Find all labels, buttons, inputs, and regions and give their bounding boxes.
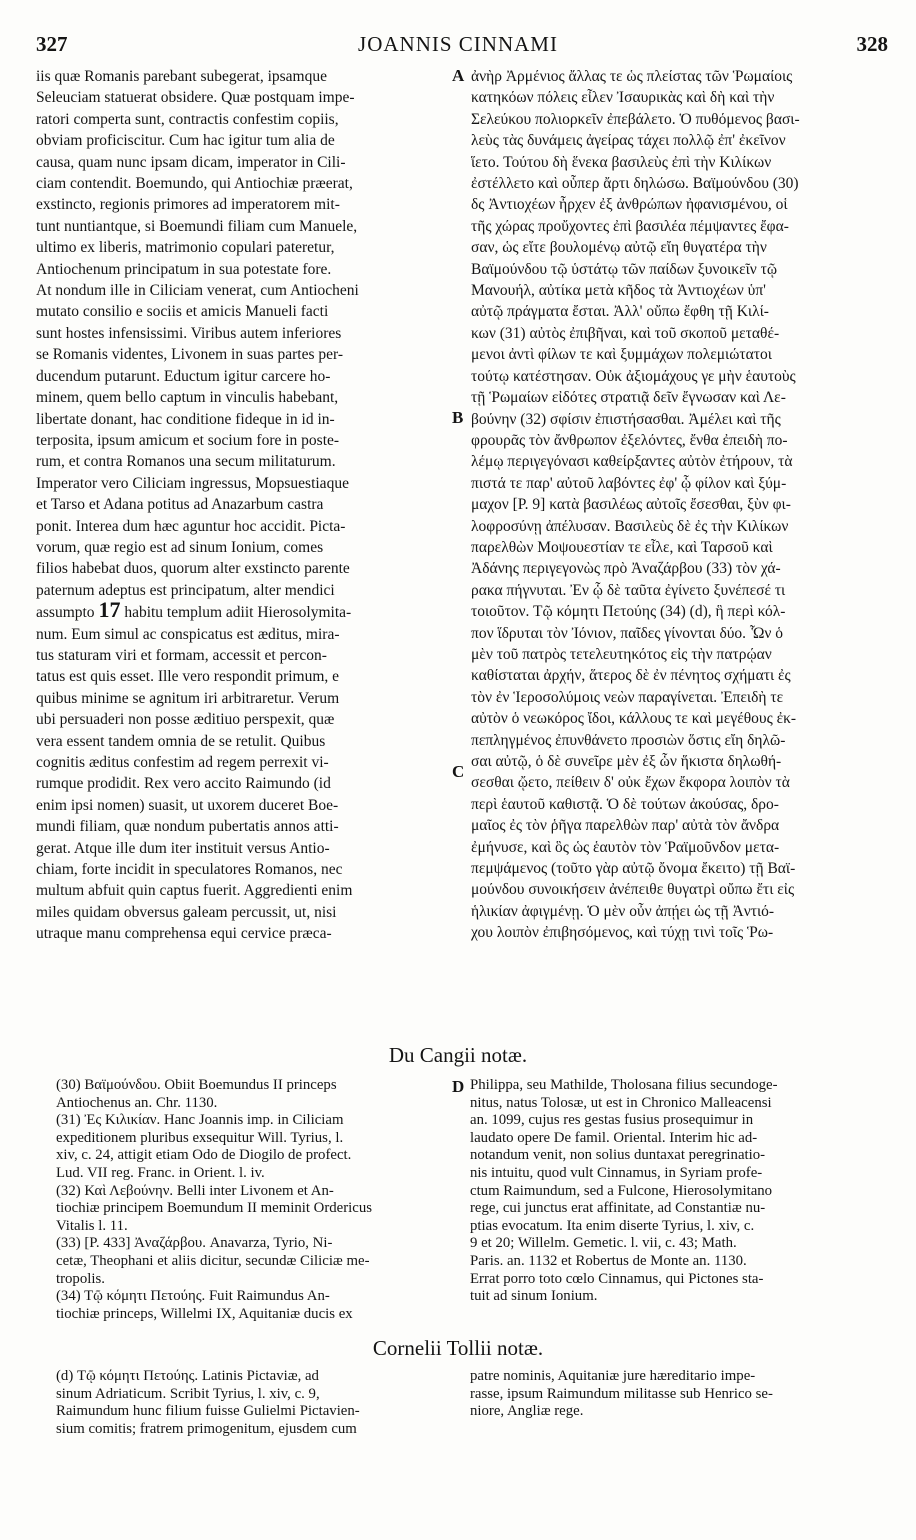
latin-text-line: multum abfuit quin captus fuerit. Aggredienti enim <box>36 882 353 900</box>
latin-text-line: enim ipsi nomen) suasit, ut uxorem duceret Boe- <box>36 796 339 814</box>
greek-text-line: Βαϊμούνδου τῷ ὑστάτῳ τῶν παίδων ξυνοικεῖν τῷ <box>471 260 778 278</box>
du-cange-note-line: Vitalis l. 11. <box>56 1217 128 1234</box>
greek-text-line: λεὺς τὰς δυνάμεις ἀγείρας τάχει πολλῷ ἐπ' ἐκεῖνον <box>471 132 786 150</box>
greek-text-line: λοφροσύνῃ ἀπέλυσαν. Βασιλεὺς δὲ ἐς τὴν Κιλίκων <box>471 517 789 535</box>
tollius-notes-title: Cornelii Tollii notæ. <box>372 1336 544 1360</box>
greek-text-line: μενοι ἀντὶ φίλων τε καὶ ξυμμάχων πολεμιώτατοι <box>471 346 772 364</box>
greek-text-line: ἐμήνυσε, καὶ ὃς ὡς ἑαυτὸν τὸν Ῥαϊμοῦνδον μετα- <box>471 838 780 856</box>
latin-text-line: utraque manu comprehensa equi cervice præca- <box>36 925 332 943</box>
latin-text-line: ratori comperta sunt, contractis confestim copiis, <box>36 110 339 128</box>
du-cange-note-line: Antiochenus an. Chr. 1130. <box>56 1094 218 1111</box>
tollius-note-line: Raimundum hunc filium fuisse Gulielmi Pictavien- <box>56 1403 360 1420</box>
margin-letter-d: D <box>452 1077 465 1096</box>
latin-text-line: cognitis æditus confestim ad regem perrexit vi- <box>36 754 329 771</box>
latin-text-line: tus staturam viri et formam, accessit et percon- <box>36 646 327 664</box>
greek-text-line: ἀνὴρ Ἀρμένιος ἄλλας τε ὡς πλείστας τῶν Ῥωμαίοις <box>471 68 793 85</box>
tollius-note-line: sium comitis; fratrem primogenitum, ejusdem cum <box>56 1420 357 1437</box>
greek-text-line: ἵετο. Τούτου δὴ ἕνεκα βασιλεὺς ἐπὶ τὴν Κιλίκων <box>471 153 772 171</box>
greek-text-line: χου λοιπὸν ἐπιβησόμενος, καὶ τύχῃ τινὶ τοῖς Ῥω- <box>471 924 774 942</box>
latin-text-line: ubi persuaderi non posse æditiuo perspexit, quæ <box>36 711 335 729</box>
du-cange-note-line: Errat porro toto cœlo Cinnamus, qui Pictones sta- <box>470 1270 764 1287</box>
latin-text-line: obviam proficiscitur. Cum hac igitur tum alia de <box>36 132 335 150</box>
latin-text-line: ultimo ex liberis, matrimonio copulari pateretur, <box>36 239 335 257</box>
latin-text-line: tunt nuntiantque, si Boemundi filiam cum Manuele, <box>36 217 358 235</box>
greek-text-line: αὐτῷ πράγματα ἔσται. Ἀλλ' οὔπω ἔφθη τῇ Κιλί- <box>471 303 769 321</box>
greek-text-line: Ἀδάνης περιγεγονὼς πρὸ Ἀναζάρβου (33) τὸν χά- <box>471 560 781 578</box>
du-cange-note-line: xiv, c. 24, attigit etiam Odo de Diogilo de profect. <box>56 1147 352 1164</box>
greek-text-line: σαν, ὡς εἴτε βουλομένῳ αὐτῷ εἴη θυγατέρα τὴν <box>471 239 767 257</box>
latin-text-line: mutato consilio e sociis et amicis Manueli facti <box>36 303 329 321</box>
greek-text-line: μούνδου συνοικήσειν ἀνέπειθε θυγατρὶ οὔπω ἔτι εἰς <box>471 881 795 899</box>
latin-text-line: minem, quem bello captum in vinculis habebant, <box>36 389 339 407</box>
latin-text-line: terposita, ipsum amicum et socium fore in poste- <box>36 431 340 449</box>
greek-text-line: κατηκόων πόλεις εἶλεν Ἰσαυρικὰς καὶ δὴ καὶ τὴν <box>471 89 775 107</box>
greek-text-line: λέμῳ περιγεγόνασι καθείρξαντες αὐτὸν ἐτήρουν, τὰ <box>471 453 793 471</box>
latin-text-line: ciam contendit. Boemundo, qui Antiochiæ præerat, <box>36 175 353 193</box>
du-cange-note-line: 9 et 20; Willelm. Gemetic. l. vii, c. 43; Math. <box>470 1235 737 1252</box>
tollius-note-line: (d) Τῷ κόμητι Πετούης. Latinis Pictaviæ, ad <box>56 1368 319 1384</box>
du-cange-note-line: (30) Βαϊμούνδου. Obiit Boemundus II princeps <box>56 1077 337 1093</box>
latin-text-line: iis quæ Romanis parebant subegerat, ipsamque <box>36 68 327 85</box>
latin-text-line: quibus minime se agnitum iri arbitraretur. Verum <box>36 689 340 707</box>
latin-text-line: exstincto, regionis primores ad imperatorem mit- <box>36 196 340 214</box>
margin-letter-a: A <box>452 66 465 85</box>
greek-text-line: ρακα πήγνυται. Ἐν ᾧ δὲ ταῦτα ἐγίνετο ξυνέπεσέ τι <box>471 581 786 599</box>
latin-text-line: libertate donant, hac conditione fideque in id in- <box>36 410 335 428</box>
du-cange-note-line: tiochiæ principem Boemundum II meminit Ordericus <box>56 1200 373 1217</box>
latin-text-line: paternum adeptus est principatum, alter mendici <box>36 581 335 599</box>
greek-text-line: τοιοῦτον. Τῷ κόμητι Πετούης (34) (d), ἣ περὶ κόλ- <box>471 603 786 621</box>
latin-text-line: rumque prodidit. Rex vero accito Raimundo (id <box>36 775 331 793</box>
du-cange-note-line: nitus, natus Tolosæ, ut est in Chronico Malleacensi <box>470 1094 772 1111</box>
latin-text-line: chiam, forte incidit in speculatores Romanos, nec <box>36 861 343 879</box>
latin-text-line: sunt hostes infensissimi. Viribus autem inferiores <box>36 324 342 342</box>
page-number-left: 327 <box>36 32 68 56</box>
greek-text-line: σεσθαι ᾤετο, πείθειν δ' οὐκ ἔχων ἔκφορα λοιπὸν τὰ <box>471 774 790 792</box>
du-cange-note-line: Lud. VII reg. Franc. in Orient. l. iv. <box>56 1164 265 1181</box>
greek-text-line: σαι αὐτῷ, ὁ δὲ συνεῖρε μὲν ἐξ ὧν ἥκιστα δηλωθή- <box>471 753 782 770</box>
du-cange-note-line: tuit ad sinum Ionium. <box>470 1288 598 1305</box>
greek-text-column <box>471 66 887 944</box>
latin-text-line: Antiochenum principatum in sua potestate fore. <box>36 260 332 278</box>
latin-text-line: num. Eum simul ac conspicatus est æditus, mira- <box>36 625 340 643</box>
greek-text-line: μαχον [P. 9] κατὰ βασιλέως αὐτοῖς ἔσεσθαι, ξὺν φι- <box>471 496 791 514</box>
latin-text-line: se Romanis videntes, Livonem in suas partes per- <box>36 346 344 364</box>
margin-letter-c: C <box>452 762 465 781</box>
tollius-note-line: patre nominis, Aquitaniæ jure hæreditario impe- <box>470 1368 756 1384</box>
greek-text-line: τούτῳ κατέστησαν. Οὐκ ἀξιομάχους γε μὴν ἑαυτοὺς <box>471 367 796 385</box>
latin-text-line: Seleuciam statuerat obsidere. Quæ postquam impe- <box>36 89 355 107</box>
greek-text-line: περὶ ἑαυτοῦ καθιστᾷ. Ὁ δὲ τούτων ἀκούσας, δρο- <box>471 795 779 813</box>
tollius-note-line: rasse, ipsum Raimundum militasse sub Henrico se- <box>470 1385 773 1402</box>
latin-translation-column <box>36 66 448 945</box>
du-cange-note-line: rege, cui junctus erat affinitate, ad Constantiæ nu- <box>470 1200 766 1217</box>
greek-text-line: μαῖος ἐς τὸν ῥῆγα παρελθὼν παρ' αὐτὰ τὸν ἄνδρα <box>471 817 780 835</box>
du-cange-note-line: (33) [P. 433] Ἀναζάρβου. Anavarza, Tyrio, Ni- <box>56 1235 333 1252</box>
tollius-notes-right <box>470 1368 886 1421</box>
running-title: JOANNIS CINNAMI <box>358 32 558 56</box>
greek-text-line: Μανουήλ, αὐτίκα μετὰ κῆδος τὰ Ἀντιοχέων ὑπ' <box>471 282 766 300</box>
greek-text-line: παρελθὼν Μοψουεστίαν τε εἶλε, καὶ Ταρσοῦ καὶ <box>471 538 773 556</box>
greek-text-line: μὲν τοῦ πατρὸς τετελευτηκότος εἰς τὴν πατρῴαν <box>471 645 772 663</box>
greek-text-line: πον ἵδρυται τὸν Ἰόνιον, παῖδες γίνονται δύο. Ὧν ὁ <box>471 624 783 642</box>
du-cange-note-line: an. 1099, cujus res gestas fusius prosequimur in <box>470 1112 754 1129</box>
du-cange-note-line: laudato opere De famil. Oriental. Interim hic ad- <box>470 1129 758 1146</box>
latin-text-line: Imperator vero Ciliciam ingressus, Mopsuestiaque <box>36 474 349 492</box>
latin-text-line: assumpto 17 habitu templum adiit Hierosolymita- <box>36 601 448 623</box>
du-cange-notes-left <box>56 1077 454 1323</box>
page-number-right: 328 <box>856 32 888 56</box>
du-cange-note-line: Paris. an. 1132 et Robertus de Monte an. 1130. <box>470 1252 747 1269</box>
latin-text-line: gerat. Atque ille dum iter instituit versus Antio- <box>36 839 330 857</box>
du-cange-note-line: nis intuitu, quod vult Cinnamus, in Syriam profe- <box>470 1164 763 1181</box>
greek-text-line: φρουρᾶς τὸν ἄνθρωπον ἐξελόντες, ἔνθα ἐπειδὴ πο- <box>471 431 788 449</box>
greek-text-line: τὸν ἐν Ἱεροσολύμοις νεὼν παραγίνεται. Ἐπειδὴ τε <box>471 688 784 706</box>
latin-text-line: vera essent tandem omnia de se retulit. Quibus <box>36 732 326 750</box>
tollius-note-line: niore, Angliæ rege. <box>470 1403 584 1420</box>
latin-text-line: causa, quam nunc ipsam dicam, imperator in Cili- <box>36 153 346 171</box>
greek-text-line: βούνην (32) σφίσιν ἐπιστήσασθαι. Ἀμέλει καὶ τῆς <box>471 410 781 428</box>
latin-text-line: tatus est quis esset. Ille vero respondit primum, e <box>36 668 340 686</box>
latin-text-line: ponit. Interea dum hæc aguntur hoc accidit. Picta- <box>36 517 346 535</box>
du-cange-note-line: tropolis. <box>56 1270 105 1287</box>
greek-text-line: τῇ Ῥωμαίων εἰδότες στρατιᾷ δεῖν ἔγνωσαν καὶ Λε- <box>471 389 786 407</box>
du-cange-notes-title: Du Cangii notæ. <box>388 1043 528 1067</box>
latin-text-line: ducendum putarunt. Eductum igitur carcere ho- <box>36 367 331 385</box>
du-cange-note-line: (34) Τῷ κόμητι Πετούης. Fuit Raimundus An- <box>56 1288 330 1305</box>
tollius-note-line: sinum Adriaticum. Scribit Tyrius, l. xiv, c. 9, <box>56 1385 320 1402</box>
latin-text-line: At nondum ille in Ciliciam venerat, cum Antiocheni <box>36 282 359 300</box>
greek-text-line: ἐστέλλετο καὶ οὗπερ ἄρτι δηλώσω. Βαϊμούνδου (30) <box>471 175 799 193</box>
greek-text-line: καθίσταται ἀρχήν, ἅτερος δὲ ἐν πένητος σχήματι ἐς <box>471 667 791 685</box>
du-cange-note-line: (32) Καὶ Λεβούνην. Belli inter Livonem et An- <box>56 1182 334 1199</box>
du-cange-note-line: tiochiæ princeps, Willelmi IX, Aquitaniæ ducis ex <box>56 1305 353 1322</box>
margin-letter-b: B <box>452 408 464 427</box>
page-header <box>28 32 888 58</box>
du-cange-note-line: ctum Raimundum, sed a Fulcone, Hierosolymitano <box>470 1182 773 1199</box>
greek-text-line: πεπληγμένος ἐπυνθάνετο προσιὼν ὅστις εἴη δηλῶ- <box>471 731 786 749</box>
greek-text-line: πεμψάμενος (τοῦτο γὰρ αὐτῷ ὄνομα ἔκειτο) τῇ Βαϊ- <box>471 860 796 878</box>
latin-text-line: mundi filiam, quæ nondum pubertatis annos atti- <box>36 818 339 836</box>
du-cange-note-line: expeditionem pluribus exsequitur Will. Tyrius, l. <box>56 1129 344 1146</box>
greek-text-line: πιστά τε παρ' αὐτοῦ λαβόντες ἐφ' ᾧ φίλον καὶ ξύμ- <box>471 474 787 492</box>
du-cange-notes-right <box>470 1077 886 1306</box>
latin-text-line: filios habebat duos, quorum alter exstincto parente <box>36 560 350 578</box>
latin-text-line: miles quidam obversus galeam percussit, ut, nisi <box>36 903 337 921</box>
latin-text-line: vorum, quæ regio est ad sinum Ionium, comes <box>36 538 324 556</box>
du-cange-note-line: ptias evocatum. Ita enim diserte Tyrius, l. xiv, c. <box>470 1217 755 1234</box>
greek-text-line: τῆς χώρας προὔχοντες ἐπὶ βασιλέα πέμψαντες ἔφα- <box>471 217 789 235</box>
du-cange-note-line: notandum venit, non solius duntaxat peregrinatio- <box>470 1147 766 1164</box>
latin-text-line: rum, et contra Romanos una secum militaturum. <box>36 453 336 471</box>
greek-text-line: Σελεύκου πολιορκεῖν ἐπεβάλετο. Ὁ πυθόμενος βασι- <box>471 110 800 128</box>
latin-text-line: et Tarso et Adana potitus ad Anazarbum castra <box>36 496 324 514</box>
greek-text-line: κων (31) αὐτὸς ἐπιβῆναι, καὶ τοῦ σκοποῦ μεταθέ- <box>471 324 780 342</box>
greek-text-line: ἡλικίαν ἀφιγμένῃ. Ὁ μὲν οὖν ἀπῄει ὡς τῇ Ἀντιό- <box>471 902 775 920</box>
tollius-notes-left <box>56 1368 448 1438</box>
du-cange-note-line: Philippa, seu Mathilde, Tholosana filius secundoge- <box>470 1077 778 1093</box>
du-cange-note-line: (31) Ἐς Κιλικίαν. Hanc Joannis imp. in Ciliciam <box>56 1112 344 1129</box>
du-cange-note-line: cetæ, Theophani et aliis dicitur, secundæ Ciliciæ me- <box>56 1252 370 1269</box>
signature-mark: 17 <box>98 601 121 623</box>
greek-text-line: δς Ἀντιοχέων ἦρχεν ἐξ ἀνθρώπων ἠφανισμένου, οἱ <box>471 196 788 214</box>
greek-text-line: αὐτὸν ὁ νεωκόρος ἴδοι, κάλλους τε καὶ μεγέθους ἐκ- <box>471 710 797 728</box>
